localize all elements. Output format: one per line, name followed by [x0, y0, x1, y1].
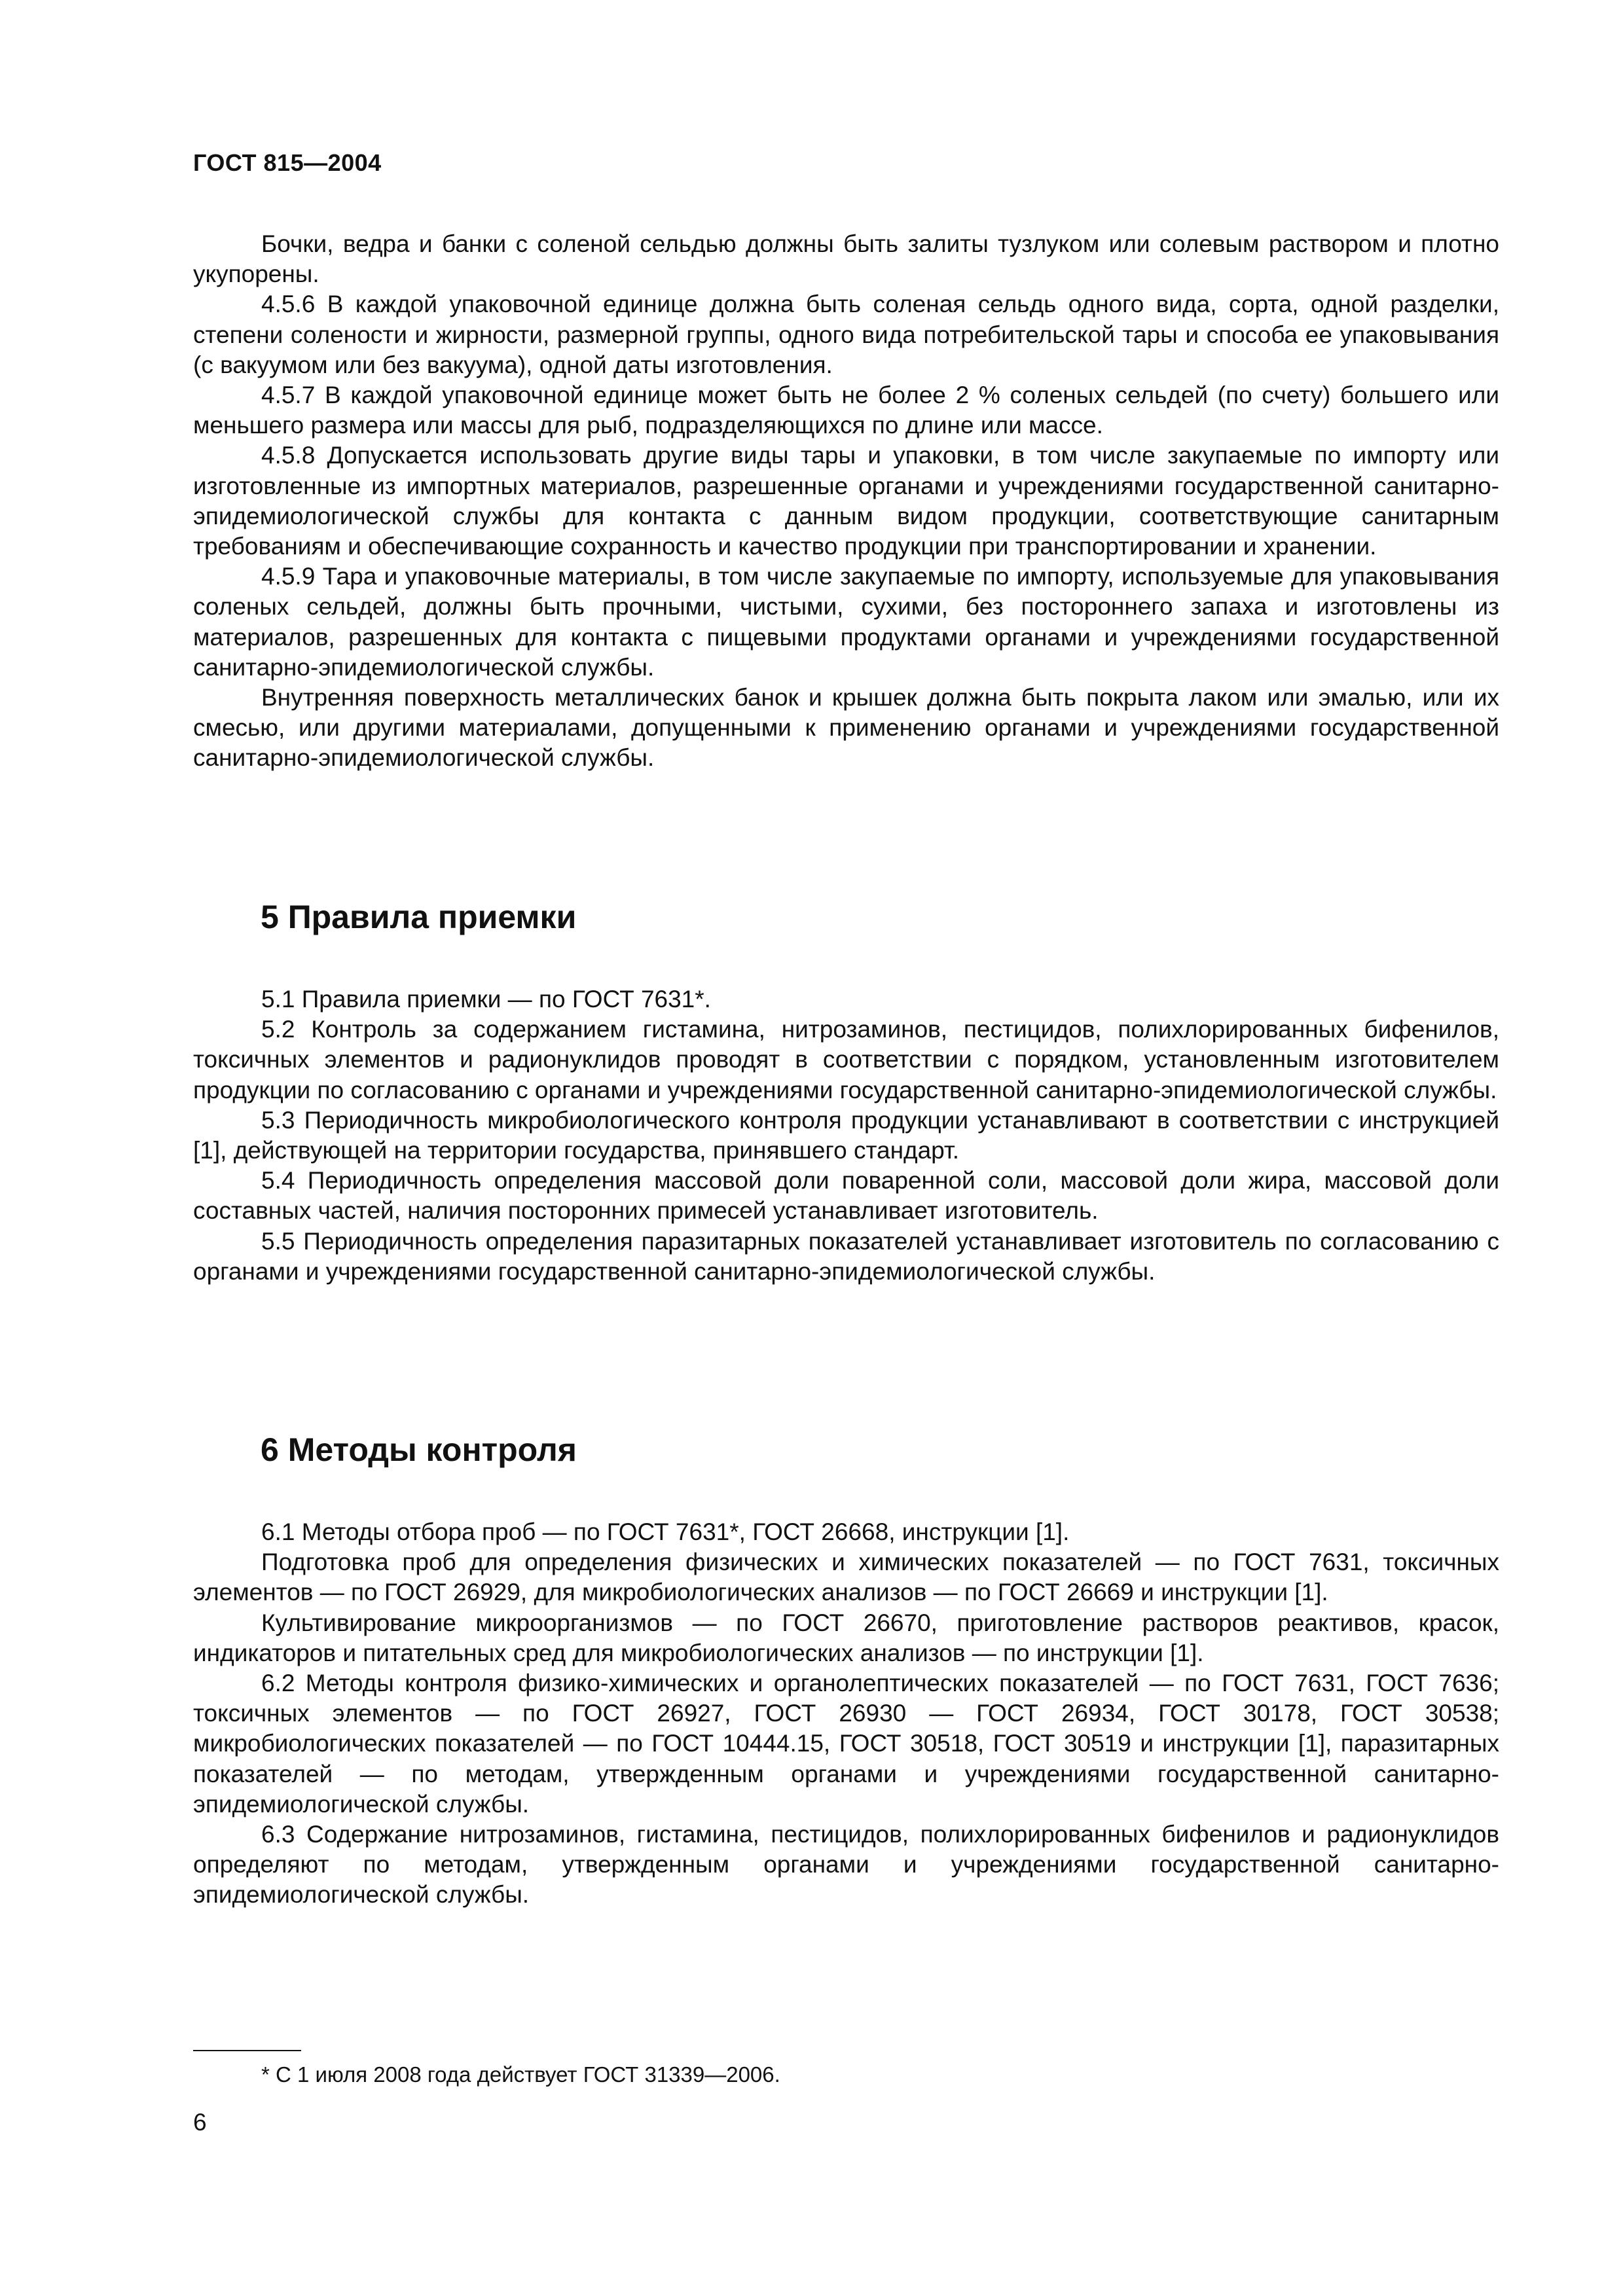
paragraph: 4.5.7 В каждой упаковочной единице может быть не более 2 % соленых сельдей (по счету) большего или меньшего размера или массы для рыб, подразделяющихся по длине или массе. [193, 382, 1499, 439]
paragraph: 6.3 Содержание нитрозаминов, гистамина, пестицидов, полихлорированных бифенилов и радионуклидов определяют по методам, утвержденным органами и учреждениями государственной санитарно-эпидемиологической службы. [193, 1821, 1499, 1909]
footnote-divider [193, 2050, 301, 2051]
document-header: ГОСТ 815—2004 [193, 149, 382, 176]
paragraph: 6.1 Методы отбора проб — по ГОСТ 7631*, ГОСТ 26668, инструкции [1]. [261, 1518, 1070, 1545]
paragraph: 4.5.6 В каждой упаковочной единице должна быть соленая сельдь одного вида, сорта, одной разделки, степени солености и жирности, размерной группы, одного вида потребительской тары и способа ее упаковывания (с вакуумом или без вакуума), одной даты изготовления. [193, 291, 1499, 378]
paragraph: Бочки, ведра и банки с соленой сельдью должны быть залиты тузлуком или солевым раствором и плотно укупорены. [193, 230, 1499, 288]
section-5-text [193, 984, 1499, 1287]
paragraph: Культивирование микроорганизмов — по ГОСТ 26670, приготовление растворов реактивов, красок, индикаторов и питательных сред для микробиологических анализов — по инструкции [1]. [193, 1609, 1499, 1666]
page-number: 6 [193, 2109, 207, 2136]
packaging-text-block [193, 229, 1499, 774]
section-5-title: 5 Правила приемки [261, 899, 577, 935]
paragraph: 5.5 Периодичность определения паразитарных показателей устанавливает изготовитель по согласованию с органами и учреждениями государственной санитарно-эпидемиологической службы. [193, 1227, 1499, 1285]
section-6-title: 6 Методы контроля [261, 1431, 577, 1468]
paragraph: 4.5.8 Допускается использовать другие виды тары и упаковки, в том числе закупаемые по импорту или изготовленные из импортных материалов, разрешенные органами и учреждениями государственной санитарно-эпидемиологической службы для контакта с данным видом продукции, соответствующие санитарным требованиям и обеспечивающие сохранность и качество продукции при транспортировании и хранении. [193, 442, 1499, 560]
paragraph: 5.4 Периодичность определения массовой доли поваренной соли, массовой доли жира, массовой доли составных частей, наличия посторонних примесей устанавливает изготовитель. [193, 1167, 1499, 1225]
footnote: * С 1 июля 2008 года действует ГОСТ 31339—2006. [261, 2062, 780, 2087]
section-6-text [193, 1517, 1499, 1910]
paragraph: 5.3 Периодичность микробиологического контроля продукции устанавливают в соответствии с инструкцией [1], действующей на территории государства, принявшего стандарт. [193, 1106, 1499, 1164]
paragraph: 5.1 Правила приемки — по ГОСТ 7631*. [261, 986, 711, 1013]
paragraph: Подготовка проб для определения физических и химических показателей — по ГОСТ 7631, токсичных элементов — по ГОСТ 26929, для микробиологических анализов — по ГОСТ 26669 и инструкции [1]. [193, 1549, 1499, 1606]
paragraph: 5.2 Контроль за содержанием гистамина, нитрозаминов, пестицидов, полихлорированных бифенилов, токсичных элементов и радионуклидов проводят в соответствии с порядком, установленным изготовителем продукции по согласованию с органами и учреждениями государственной санитарно-эпидемиологической службы. [193, 1016, 1499, 1103]
paragraph: 6.2 Методы контроля физико-химических и органолептических показателей — по ГОСТ 7631, ГОСТ 7636; токсичных элементов — по ГОСТ 26927, ГОСТ 26930 — ГОСТ 26934, ГОСТ 30178, ГОСТ 30538; микробиологических показателей — по ГОСТ 10444.15, ГОСТ 30518, ГОСТ 30519 и инструкции [1], паразитарных показателей — по методам, утвержденным органами и учреждениями государственной санитарно-эпидемиологической службы. [193, 1670, 1499, 1818]
paragraph: Внутренняя поверхность металлических банок и крышек должна быть покрыта лаком или эмалью, или их смесью, или другими материалами, допущенными к применению органами и учреждениями государственной санитарно-эпидемиологической службы. [193, 684, 1499, 772]
paragraph: 4.5.9 Тара и упаковочные материалы, в том числе закупаемые по импорту, используемые для упаковывания соленых сельдей, должны быть прочными, чистыми, сухими, без постороннего запаха и изготовлены из материалов, разрешенных для контакта с пищевыми продуктами органами и учреждениями государственной санитарно-эпидемиологической службы. [193, 563, 1499, 681]
